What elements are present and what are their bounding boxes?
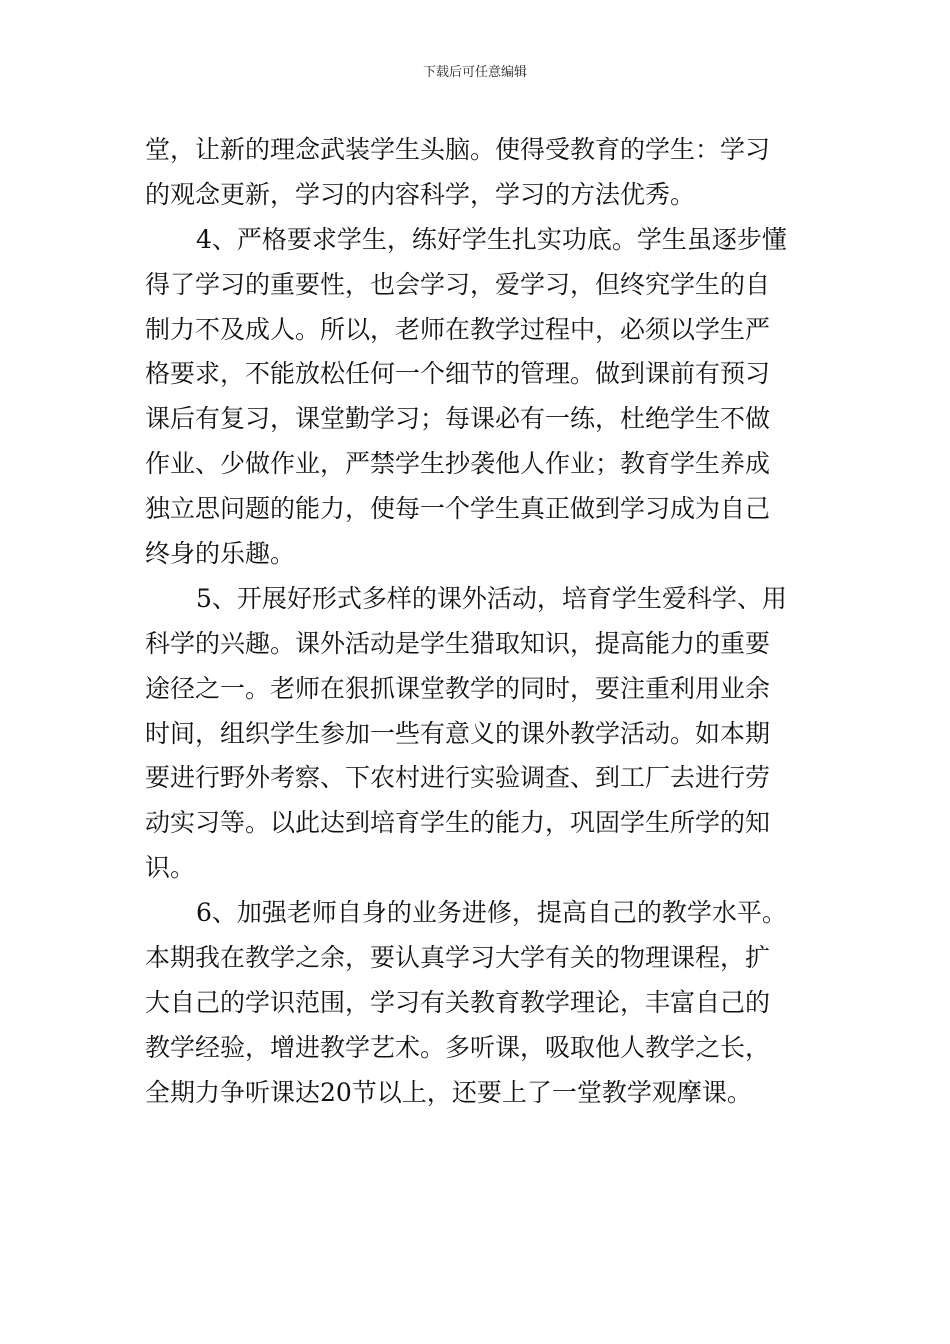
text-line: 识。 <box>145 853 196 883</box>
text-line: 本期我在教学之余，要认真学习大学有关的物理课程，扩 <box>145 943 771 973</box>
text-line: 全期力争听课达20节以上，还要上了一堂教学观摩课。 <box>145 1077 752 1107</box>
text-line: 作业、少做作业，严禁学生抄袭他人作业；教育学生养成 <box>145 449 771 479</box>
text-line: 得了学习的重要性，也会学习，爱学习，但终究学生的自 <box>145 269 771 299</box>
text-line: 终身的乐趣。 <box>145 539 296 569</box>
paragraph-start-line: 6、加强老师自身的业务进修，提高自己的教学水平。 <box>196 898 787 928</box>
text-line: 时间，组织学生参加一些有意义的课外教学活动。如本期 <box>145 718 771 748</box>
document-body <box>145 128 807 1116</box>
text-line: 教学经验，增进教学艺术。多听课，吸取他人教学之长， <box>145 1032 771 1062</box>
page-header: 下载后可任意编辑 <box>422 65 527 80</box>
text-line: 途径之一。老师在狠抓课堂教学的同时，要注重利用业余 <box>145 673 771 703</box>
text-line: 科学的兴趣。课外活动是学生猎取知识，提高能力的重要 <box>145 628 771 658</box>
text-line: 独立思问题的能力，使每一个学生真正做到学习成为自己 <box>145 494 771 524</box>
text-line: 的观念更新，学习的内容科学，学习的方法优秀。 <box>145 179 696 209</box>
text-line: 格要求，不能放松任何一个细节的管理。做到课前有预习 <box>145 359 771 389</box>
paragraph-start-line: 4、严格要求学生，练好学生扎实功底。学生虽逐步懂 <box>196 224 787 254</box>
text-line: 课后有复习，课堂勤学习；每课必有一练，杜绝学生不做 <box>145 404 771 434</box>
text-line: 大自己的学识范围，学习有关教育教学理论，丰富自己的 <box>145 987 771 1017</box>
paragraph-start-line: 5、开展好形式多样的课外活动，培育学生爱科学、用 <box>196 583 787 613</box>
text-line: 动实习等。以此达到培育学生的能力，巩固学生所学的知 <box>145 808 771 838</box>
text-line: 要进行野外考察、下农村进行实验调查、到工厂去进行劳 <box>145 763 771 793</box>
text-line: 堂，让新的理念武装学生头脑。使得受教育的学生：学习 <box>145 135 771 164</box>
text-line: 制力不及成人。所以，老师在教学过程中，必须以学生严 <box>145 314 771 344</box>
